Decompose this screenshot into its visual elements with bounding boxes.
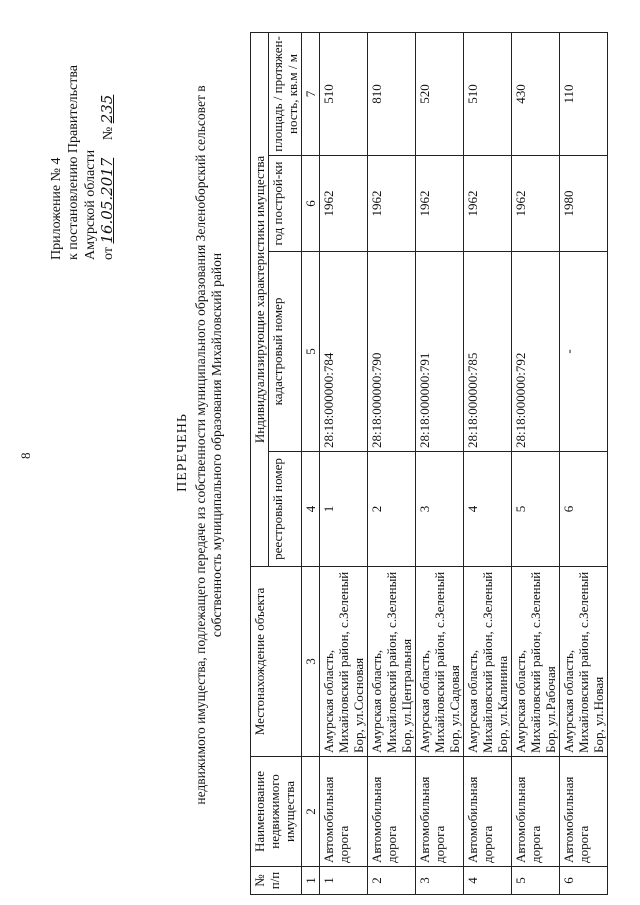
- handwritten-date: 16.05.2017: [98, 157, 116, 244]
- page-number: 8: [18, 452, 33, 459]
- row-name: Автомобильная дорога: [368, 757, 416, 867]
- row-name: Автомобильная дорога: [464, 757, 512, 867]
- row-location: Амурская область, Михайловский район, с.Зеленый Бор, ул.Центральная: [368, 567, 416, 757]
- row-year: 1980: [560, 156, 608, 252]
- row-location: Амурская область, Михайловский район, с.Зеленый Бор, ул.Садовая: [416, 567, 464, 757]
- row-registry: 1: [320, 452, 368, 567]
- row-area: 510: [320, 32, 368, 155]
- row-num: 2: [368, 867, 416, 895]
- table-row: [560, 32, 608, 894]
- header-name: Наименование недвижимого имущества: [251, 757, 302, 867]
- row-cadastral: 28:18:000000:791: [416, 252, 464, 452]
- row-area: 520: [416, 32, 464, 155]
- index-cell: 6: [302, 156, 320, 252]
- number-prefix: №: [101, 126, 116, 141]
- appendix-line-3: Амурской области: [83, 149, 98, 260]
- header-num: № п/п: [251, 867, 302, 895]
- row-registry: 4: [464, 452, 512, 567]
- appendix-date-line: [99, 10, 117, 260]
- header-year: год построй-ки: [269, 156, 302, 252]
- column-index-row: [302, 32, 320, 894]
- row-year: 1962: [464, 156, 512, 252]
- row-area: 430: [512, 32, 560, 155]
- document-subtitle: [193, 45, 225, 845]
- row-cadastral: -: [560, 252, 608, 452]
- row-area: 110: [560, 32, 608, 155]
- row-location: Амурская область, Михайловский район, с.Зеленый Бор, ул.Новая: [560, 567, 608, 757]
- header-group: Индивидуализирующие характеристики имущества: [251, 32, 269, 566]
- row-area: 810: [368, 32, 416, 155]
- table-row: [464, 32, 512, 894]
- row-cadastral: 28:18:000000:790: [368, 252, 416, 452]
- index-cell: 7: [302, 32, 320, 155]
- row-num: 5: [512, 867, 560, 895]
- handwritten-number: 235: [98, 94, 116, 124]
- row-year: 1962: [416, 156, 464, 252]
- subtitle-line-1: недвижимого имущества, подлежащего передаче из собственности муниципального образования Зеленоборский сельсовет в: [193, 85, 208, 805]
- index-cell: 4: [302, 452, 320, 567]
- row-year: 1962: [512, 156, 560, 252]
- document-title: ПЕРЕЧЕНЬ: [175, 413, 190, 492]
- row-registry: 5: [512, 452, 560, 567]
- row-location: Амурская область, Михайловский район, с.Зеленый Бор, ул.Рабочая: [512, 567, 560, 757]
- appendix-block: [48, 10, 117, 260]
- row-cadastral: 28:18:000000:784: [320, 252, 368, 452]
- row-registry: 6: [560, 452, 608, 567]
- row-num: 3: [416, 867, 464, 895]
- table-row: [416, 32, 464, 894]
- header-location: Местонахождение объекта: [251, 567, 302, 757]
- row-cadastral: 28:18:000000:792: [512, 252, 560, 452]
- appendix-line-1: Приложение № 4: [49, 157, 64, 260]
- row-year: 1962: [368, 156, 416, 252]
- header-registry: реестровый номер: [269, 452, 302, 567]
- row-name: Автомобильная дорога: [416, 757, 464, 867]
- row-cadastral: 28:18:000000:785: [464, 252, 512, 452]
- index-cell: 3: [302, 567, 320, 757]
- index-cell: 2: [302, 757, 320, 867]
- index-cell: 1: [302, 867, 320, 895]
- row-location: Амурская область, Михайловский район, с.Зеленый Бор, ул.Сосновая: [320, 567, 368, 757]
- table-row: [320, 32, 368, 894]
- property-table: [250, 32, 608, 895]
- header-cadastral: кадастровый номер: [269, 252, 302, 452]
- index-cell: 5: [302, 252, 320, 452]
- row-num: 6: [560, 867, 608, 895]
- appendix-line-2: к постановлению Правительства: [66, 64, 81, 260]
- header-area: площадь / протяжен-ность, кв.м / м: [269, 32, 302, 155]
- row-year: 1962: [320, 156, 368, 252]
- row-name: Автомобильная дорога: [320, 757, 368, 867]
- row-registry: 3: [416, 452, 464, 567]
- subtitle-line-2: собственность муниципального образования Михайловский район: [209, 252, 224, 638]
- row-num: 1: [320, 867, 368, 895]
- row-location: Амурская область, Михайловский район, с.Зеленый Бор, ул.Калинина: [464, 567, 512, 757]
- row-name: Автомобильная дорога: [512, 757, 560, 867]
- table-row: [368, 32, 416, 894]
- date-prefix: от: [101, 247, 116, 260]
- row-registry: 2: [368, 452, 416, 567]
- row-num: 4: [464, 867, 512, 895]
- row-name: Автомобильная дорога: [560, 757, 608, 867]
- row-area: 510: [464, 32, 512, 155]
- table-row: [512, 32, 560, 894]
